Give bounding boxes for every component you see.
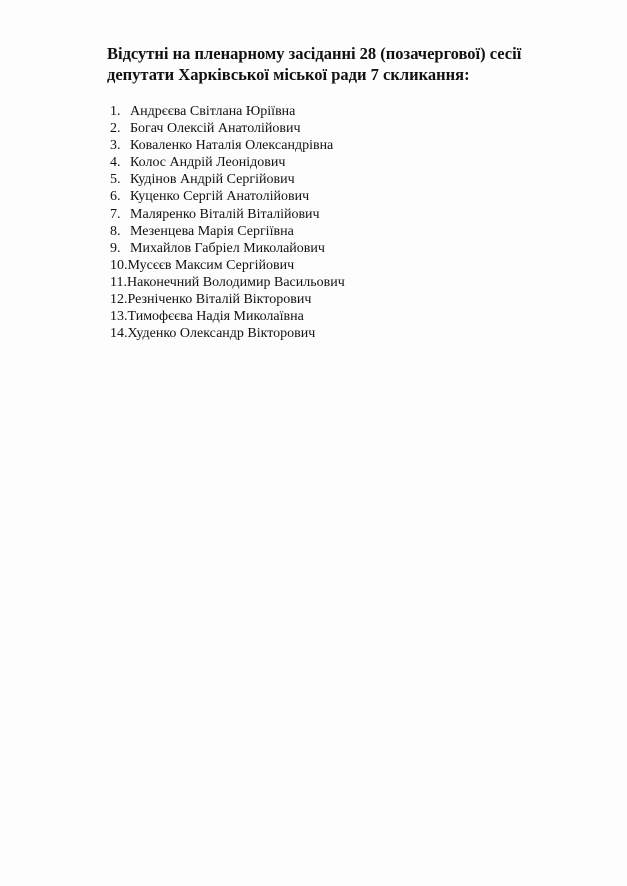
list-item [110,308,345,325]
list-item [110,325,345,342]
absent-members-list [110,103,345,342]
item-number: 6. [110,189,121,205]
list-item [110,137,345,154]
list-item [110,103,345,120]
item-number: 2. [110,121,121,137]
item-number: 7. [110,206,121,222]
member-name: Мезенцева Марія Сергіївна [130,223,294,239]
list-item [110,223,345,240]
member-name: Колос Андрій Леонідович [130,155,286,171]
member-name: Кудінов Андрій Сергійович [130,172,295,188]
member-name: Михайлов Габріел Миколайович [130,240,325,256]
item-number: 13. [110,309,128,325]
member-name: Куценко Сергій Анатолійович [130,189,310,205]
list-item [110,274,345,291]
heading-line-2: депутати Харківської міської ради 7 скликання: [107,65,470,84]
item-number: 1. [110,104,121,119]
list-item [110,206,345,223]
document-heading [107,43,577,85]
item-number: 9. [110,240,121,256]
list-item [110,240,345,257]
item-number: 12. [110,292,128,308]
heading-line-1: Відсутні на пленарному засіданні 28 (позачергової) сесії [107,44,522,63]
list-item [110,154,345,171]
list-item [110,120,345,137]
member-name: Богач Олексій Анатолійович [130,121,301,137]
item-number: 3. [110,138,121,154]
list-item [110,188,345,205]
item-number: 4. [110,155,121,171]
member-name: Андрєєва Світлана Юріївна [130,104,296,119]
item-number: 5. [110,172,121,188]
list-item [110,291,345,308]
member-name: Коваленко Наталія Олександрівна [130,138,334,154]
member-name: Маляренко Віталій Віталійович [130,206,320,222]
item-number: 8. [110,223,121,239]
member-name: Тимофєєва Надія Миколаївна [127,309,304,325]
member-name: Мусєєв Максим Сергійович [127,257,295,273]
member-name: Резніченко Віталій Вікторович [127,292,312,308]
list-item [110,171,345,188]
member-name: Худенко Олександр Вікторович [127,326,316,342]
item-number: 10. [110,257,128,273]
member-name: Наконечний Володимир Васильович [126,274,345,290]
item-number: 14. [110,326,128,342]
list-item [110,257,345,274]
item-number: 11. [110,274,127,290]
